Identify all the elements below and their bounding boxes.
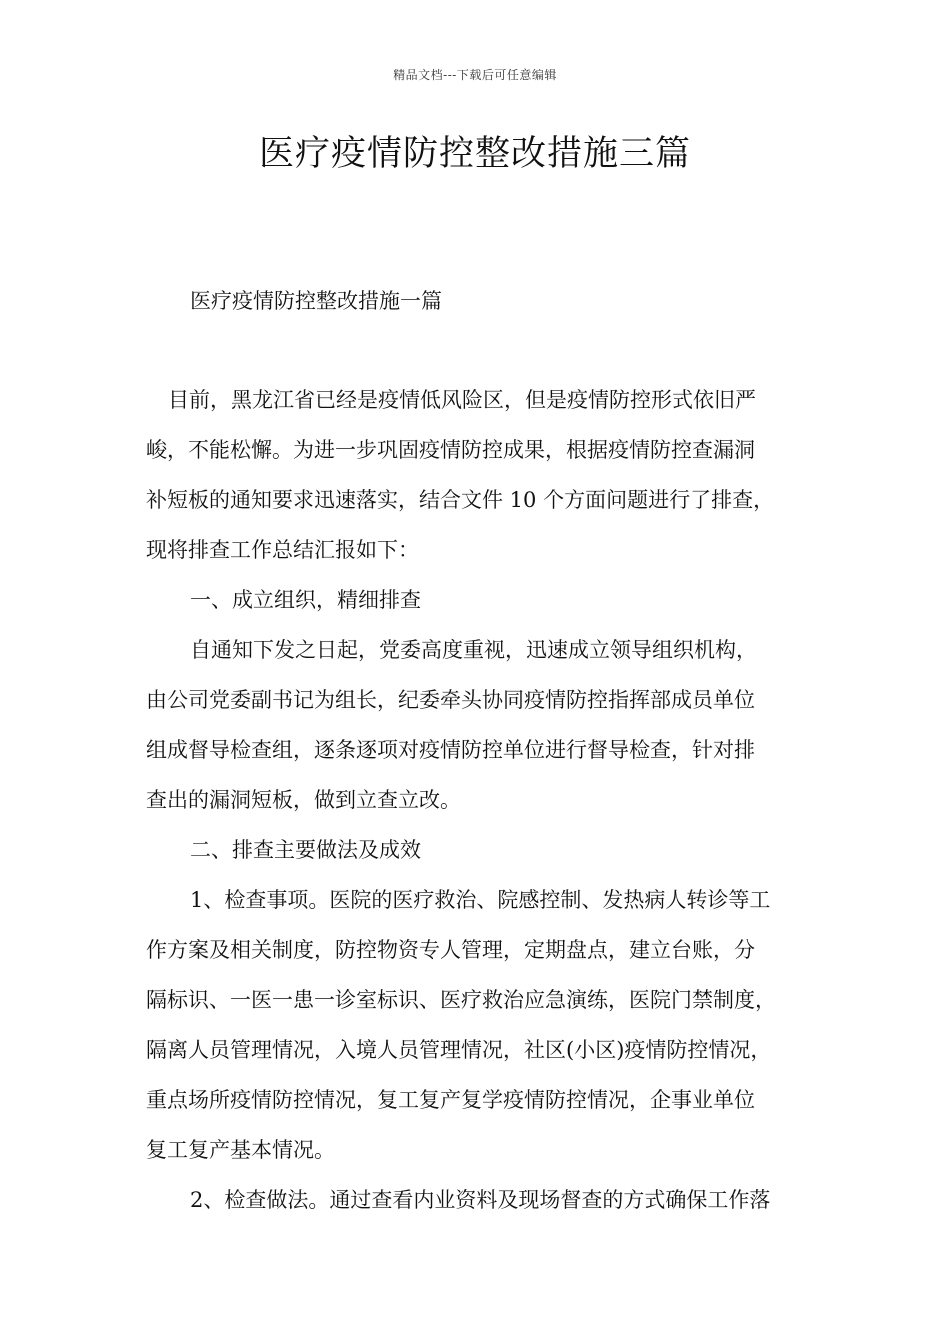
body-line: 作方案及相关制度，防控物资专人管理，定期盘点，建立台账，分 [146,938,755,962]
section-heading: 一、成立组织，精细排查 [190,588,421,612]
body-line: 查出的漏洞短板，做到立查立改。 [146,788,461,812]
body-line: 隔标识、一医一患一诊室标识、医疗救治应急演练，医院门禁制度， [146,988,776,1012]
section-subtitle: 医疗疫情防控整改措施一篇 [190,289,442,313]
body-line: 重点场所疫情防控情况，复工复产复学疫情防控情况，企事业单位 [146,1088,755,1112]
body-line: 1、检查事项。医院的医疗救治、院感控制、发热病人转诊等工 [190,888,771,912]
body-line: 由公司党委副书记为组长，纪委牵头协同疫情防控指挥部成员单位 [146,688,755,712]
body-line: 目前，黑龙江省已经是疫情低风险区，但是疫情防控形式依旧严 [168,388,756,412]
body-text [146,380,821,1230]
body-line: 复工复产基本情况。 [146,1138,335,1162]
body-line: 2、检查做法。通过查看内业资料及现场督查的方式确保工作落 [190,1188,771,1212]
body-line: 现将排查工作总结汇报如下： [146,538,419,562]
body-line: 组成督导检查组，逐条逐项对疫情防控单位进行督导检查，针对排 [146,738,755,762]
body-line: 自通知下发之日起，党委高度重视，迅速成立领导组织机构， [190,638,757,662]
section-heading: 二、排查主要做法及成效 [190,838,421,862]
header-watermark: 精品文档---下载后可任意编辑 [393,68,557,82]
body-line: 补短板的通知要求迅速落实，结合文件 10 个方面问题进行了排查， [146,488,775,512]
body-line: 隔离人员管理情况，入境人员管理情况，社区(小区)疫情防控情况， [146,1038,772,1062]
body-line: 峻，不能松懈。为进一步巩固疫情防控成果，根据疫情防控查漏洞 [146,438,755,462]
document-title: 医疗疫情防控整改措施三篇 [258,134,691,174]
